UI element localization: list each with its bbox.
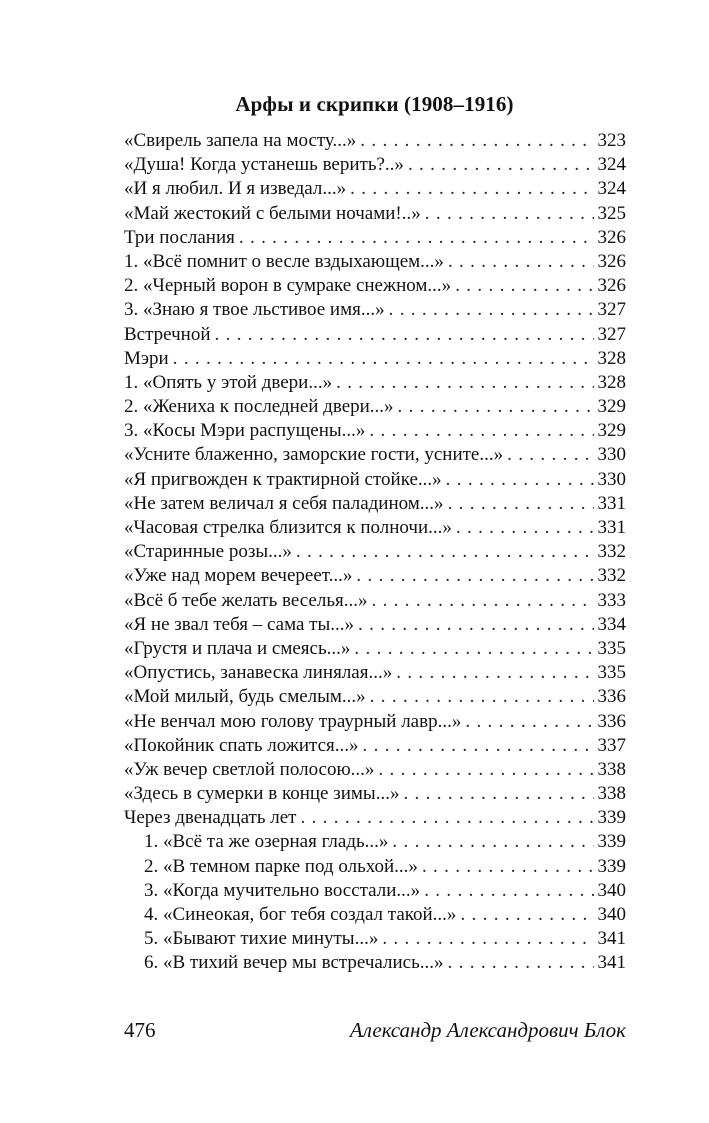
table-of-contents — [124, 129, 626, 976]
toc-entry — [124, 734, 626, 758]
dot-leader — [239, 226, 594, 250]
toc-entry-title: 1. «Опять у этой двери...» — [124, 371, 333, 393]
dot-leader — [354, 637, 593, 661]
toc-entry-page: 340 — [597, 879, 626, 901]
toc-entry-title: «Усните блаженно, заморские гости, усните...» — [124, 444, 504, 466]
toc-entry — [124, 782, 626, 806]
toc-entry-title: 3. «Косы Мэри распущены...» — [124, 420, 366, 442]
toc-entry — [124, 613, 626, 637]
dot-leader — [455, 274, 593, 298]
toc-entry — [124, 830, 626, 854]
toc-entry — [124, 516, 626, 540]
dot-leader — [369, 419, 593, 443]
toc-entry-page: 327 — [597, 323, 626, 345]
toc-entry-title: «Мой милый, будь смелым...» — [124, 686, 366, 708]
toc-entry — [124, 855, 626, 879]
dot-leader — [392, 830, 593, 854]
toc-entry-title: Через двенадцать лет — [124, 807, 297, 829]
dot-leader — [389, 298, 594, 322]
toc-entry-page: 330 — [597, 468, 626, 490]
toc-entry — [124, 153, 626, 177]
toc-entry-page: 326 — [597, 250, 626, 272]
toc-entry-page: 325 — [597, 202, 626, 224]
toc-entry — [124, 250, 626, 274]
toc-entry-title: 1. «Всё та же озерная гладь...» — [144, 831, 389, 853]
toc-entry — [124, 806, 626, 830]
dot-leader — [382, 927, 593, 951]
toc-entry-page: 341 — [597, 952, 626, 974]
toc-entry-title: «Уже над морем вечереет...» — [124, 565, 353, 587]
toc-entry — [124, 129, 626, 153]
toc-entry-page: 340 — [597, 904, 626, 925]
toc-entry — [124, 710, 626, 734]
toc-entry — [124, 903, 626, 927]
toc-entry — [124, 202, 626, 226]
toc-entry-title: «Я не звал тебя – сама ты...» — [124, 613, 354, 635]
dot-leader — [296, 540, 594, 564]
dot-leader — [448, 250, 594, 274]
toc-entry-title: Мэри — [124, 347, 169, 369]
dot-leader — [396, 661, 593, 685]
toc-entry — [124, 226, 626, 250]
dot-leader — [408, 153, 594, 177]
toc-entry-title: Встречной — [124, 323, 211, 345]
toc-entry-title: 2. «В темном парке под ольхой...» — [144, 855, 418, 877]
toc-entry — [124, 758, 626, 782]
toc-entry-title: «Не затем величал я себя паладином...» — [124, 492, 444, 514]
toc-entry-page: 324 — [597, 178, 626, 200]
toc-entry-page: 335 — [597, 637, 626, 659]
toc-entry-page: 323 — [597, 130, 626, 151]
toc-entry-title: «Грустя и плача и смеясь...» — [124, 637, 351, 659]
dot-leader — [360, 129, 593, 153]
toc-entry-title: Три послания — [124, 226, 235, 248]
toc-entry-page: 336 — [597, 710, 626, 732]
toc-entry-page: 335 — [597, 662, 626, 684]
dot-leader — [448, 951, 594, 975]
author-name: Александр Александрович Блок — [349, 1018, 626, 1042]
toc-entry-title: «Душа! Когда устанешь верить?..» — [124, 154, 404, 176]
dot-leader — [378, 758, 593, 782]
toc-entry — [124, 637, 626, 661]
toc-entry-title: «Часовая стрелка близится к полночи...» — [124, 517, 452, 538]
toc-entry — [124, 685, 626, 709]
toc-entry — [124, 347, 626, 371]
toc-entry-title: 6. «В тихий вечер мы встречались...» — [144, 952, 444, 974]
toc-entry — [124, 419, 626, 443]
toc-entry-page: 339 — [597, 831, 626, 853]
dot-leader — [448, 492, 594, 516]
toc-entry-page: 339 — [597, 855, 626, 877]
dot-leader — [507, 443, 593, 467]
dot-leader — [398, 395, 594, 419]
toc-entry-title: «Покойник спать ложится...» — [124, 734, 359, 756]
toc-entry-page: 326 — [597, 226, 626, 248]
dot-leader — [424, 879, 593, 903]
toc-entry-page: 332 — [597, 541, 626, 563]
toc-entry — [124, 492, 626, 516]
toc-entry — [124, 323, 626, 347]
dot-leader — [300, 806, 593, 830]
toc-entry-page: 331 — [597, 492, 626, 514]
toc-entry-page: 338 — [597, 783, 626, 805]
dot-leader — [446, 468, 594, 492]
toc-entry-page: 326 — [597, 275, 626, 297]
toc-entry-page: 333 — [597, 589, 626, 611]
toc-entry-page: 330 — [597, 444, 626, 466]
toc-entry-page: 328 — [597, 371, 626, 393]
toc-entry-title: «Опустись, занавеска линялая...» — [124, 662, 393, 684]
toc-entry-title: «Май жестокий с белыми ночами!..» — [124, 202, 421, 224]
toc-entry — [124, 371, 626, 395]
toc-entry-title: 3. «Когда мучительно восстали...» — [144, 879, 421, 901]
toc-entry — [124, 395, 626, 419]
toc-entry-title: «Старинные розы...» — [124, 541, 292, 563]
toc-entry-title: «Уж вечер светлой полосою...» — [124, 758, 375, 780]
dot-leader — [456, 516, 594, 540]
toc-entry-title: «Всё б тебе желать веселья...» — [124, 589, 368, 611]
toc-entry — [124, 564, 626, 588]
dot-leader — [173, 347, 594, 371]
toc-entry-page: 329 — [597, 396, 626, 418]
toc-entry-title: 2. «Жениха к последней двери...» — [124, 396, 394, 418]
dot-leader — [350, 177, 593, 201]
page-number: 476 — [124, 1018, 156, 1042]
toc-entry — [124, 540, 626, 564]
toc-entry — [124, 951, 626, 975]
toc-entry — [124, 177, 626, 201]
toc-entry-page: 328 — [597, 347, 626, 369]
dot-leader — [215, 323, 594, 347]
toc-entry-title: 3. «Знаю я твое льстивое имя...» — [124, 299, 385, 321]
toc-entry — [124, 589, 626, 613]
toc-entry-title: «Не венчал мою голову траурный лавр...» — [124, 710, 462, 732]
toc-entry-page: 332 — [597, 565, 626, 587]
toc-entry-title: 2. «Черный ворон в сумраке снежном...» — [124, 275, 452, 297]
toc-entry-title: 1. «Всё помнит о весле вздыхающем...» — [124, 250, 444, 272]
toc-entry — [124, 298, 626, 322]
toc-entry-page: 327 — [597, 299, 626, 321]
toc-entry-page: 337 — [597, 734, 626, 756]
toc-entry-page: 338 — [597, 758, 626, 780]
toc-entry — [124, 274, 626, 298]
dot-leader — [425, 202, 594, 226]
toc-entry — [124, 661, 626, 685]
toc-entry-title: «Я пригвожден к трактирной стойке...» — [124, 468, 442, 490]
toc-entry-page: 331 — [597, 517, 626, 538]
toc-entry-title: 4. «Синеокая, бог тебя создал такой...» — [144, 904, 457, 925]
dot-leader — [403, 782, 593, 806]
toc-entry — [124, 443, 626, 467]
toc-entry-page: 336 — [597, 686, 626, 708]
toc-entry-title: «Здесь в сумерки в конце зимы...» — [124, 783, 400, 805]
toc-entry-title: 5. «Бывают тихие минуты...» — [144, 928, 379, 950]
dot-leader — [465, 710, 593, 734]
toc-entry-page: 324 — [597, 154, 626, 176]
dot-leader — [460, 903, 593, 927]
toc-entry-page: 334 — [597, 613, 626, 635]
toc-entry-page: 339 — [597, 807, 626, 829]
toc-entry-page: 329 — [597, 420, 626, 442]
toc-entry — [124, 927, 626, 951]
toc-entry — [124, 879, 626, 903]
toc-entry-page: 341 — [597, 928, 626, 950]
dot-leader — [336, 371, 593, 395]
dot-leader — [363, 734, 594, 758]
toc-entry-title: «И я любил. И я изведал...» — [124, 178, 347, 200]
dot-leader — [422, 855, 594, 879]
dot-leader — [358, 613, 594, 637]
page-title: Арфы и скрипки (1908–1916) — [235, 92, 514, 116]
dot-leader — [356, 564, 593, 588]
dot-leader — [372, 589, 594, 613]
toc-entry — [124, 468, 626, 492]
dot-leader — [370, 685, 594, 709]
toc-entry-title: «Свирель запела на мосту...» — [124, 130, 357, 151]
